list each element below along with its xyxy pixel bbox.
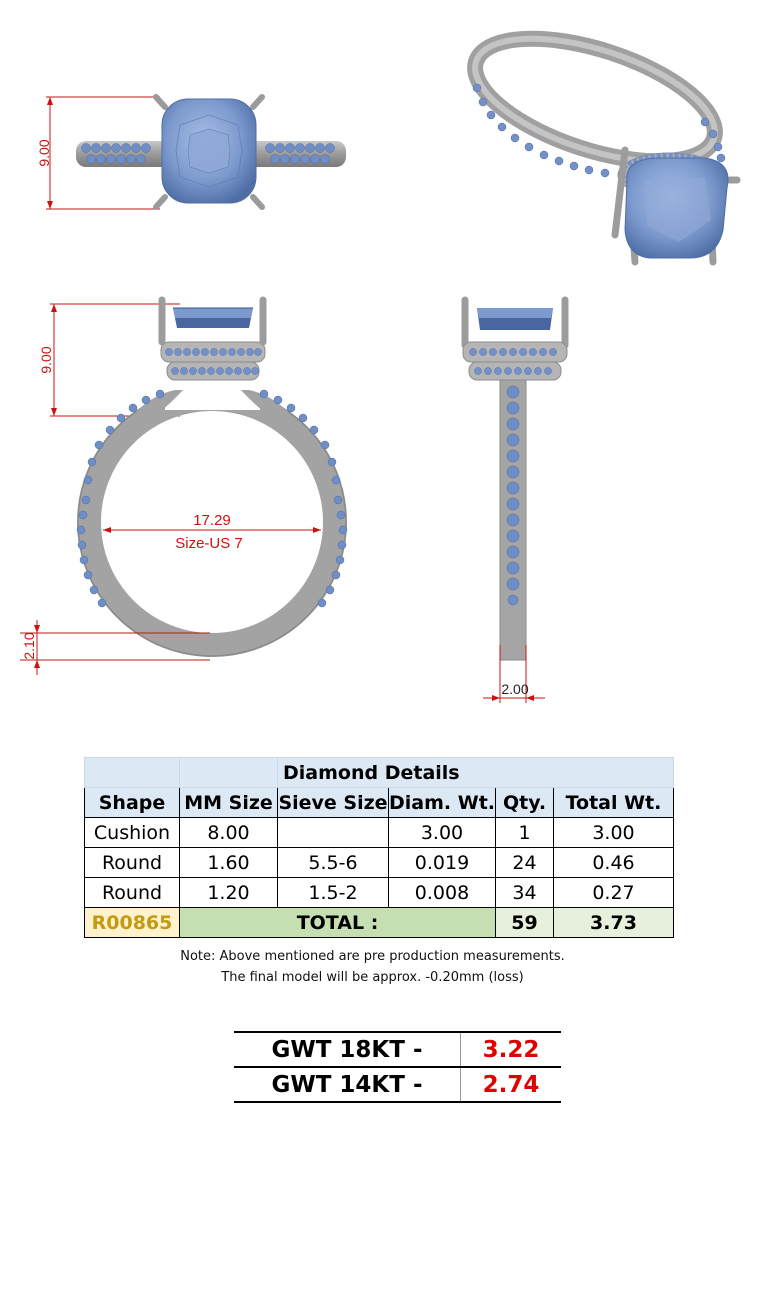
- table-cell: 0.008: [389, 878, 496, 908]
- table-cell: 8.00: [180, 818, 278, 848]
- gwt-row: [234, 1032, 561, 1067]
- table-total-row: [85, 908, 674, 938]
- table-cell: Cushion: [85, 818, 180, 848]
- gwt-14kt-value: 2.74: [461, 1067, 562, 1102]
- table-cell: 0.019: [389, 848, 496, 878]
- ring-perspective-view: [455, 30, 745, 280]
- table-row: [85, 818, 674, 848]
- table-cell: 3.00: [554, 818, 674, 848]
- front-height-dimension: 9.00: [38, 346, 54, 374]
- ring-front-view: [15, 290, 360, 690]
- ring-side-view: [455, 290, 575, 710]
- gwt-14kt-label: GWT 14KT -: [234, 1067, 461, 1102]
- gwt-18kt-label: GWT 18KT -: [234, 1032, 461, 1067]
- table-cell: 0.46: [554, 848, 674, 878]
- column-header: Qty.: [496, 788, 554, 818]
- gross-weight-table: [234, 1031, 561, 1103]
- table-cell: 0.27: [554, 878, 674, 908]
- table-cell: 3.00: [389, 818, 496, 848]
- table-row: [85, 878, 674, 908]
- table-cell: 24: [496, 848, 554, 878]
- total-weight: 3.73: [554, 908, 674, 938]
- gwt-18kt-value: 3.22: [461, 1032, 562, 1067]
- total-qty: 59: [496, 908, 554, 938]
- table-cell: 34: [496, 878, 554, 908]
- table-cell: 1: [496, 818, 554, 848]
- column-header: Sieve Size: [278, 788, 389, 818]
- ring-top-view: [30, 85, 360, 225]
- table-title: Diamond Details: [278, 758, 674, 788]
- table-cell: [278, 818, 389, 848]
- column-header: Shape: [85, 788, 180, 818]
- table-cell: 5.5-6: [278, 848, 389, 878]
- total-label: TOTAL :: [180, 908, 496, 938]
- note-line-2: The final model will be approx. -0.20mm (loss): [221, 970, 524, 985]
- table-cell: Round: [85, 878, 180, 908]
- diamond-details-table: [84, 757, 674, 938]
- column-header: Diam. Wt.: [389, 788, 496, 818]
- note-line-1: Note: Above mentioned are pre production measurements.: [180, 949, 565, 964]
- column-header: Total Wt.: [554, 788, 674, 818]
- band-thickness-dimension: 2.10: [21, 632, 37, 660]
- ring-size-label: Size-US 7: [175, 535, 243, 552]
- shank-pave-stones: [77, 390, 347, 607]
- table-cell: Round: [85, 848, 180, 878]
- table-cell: 1.5-2: [278, 878, 389, 908]
- table-cell: 1.60: [180, 848, 278, 878]
- table-cell: 1.20: [180, 878, 278, 908]
- gwt-row: [234, 1067, 561, 1102]
- table-header-row: [85, 788, 674, 818]
- product-code: R00865: [85, 908, 180, 938]
- top-height-dimension: 9.00: [36, 139, 52, 167]
- table-row: [85, 848, 674, 878]
- inner-diameter-dimension: 17.29: [193, 512, 231, 529]
- band-width-dimension: 2.00: [501, 681, 529, 697]
- column-header: MM Size: [180, 788, 278, 818]
